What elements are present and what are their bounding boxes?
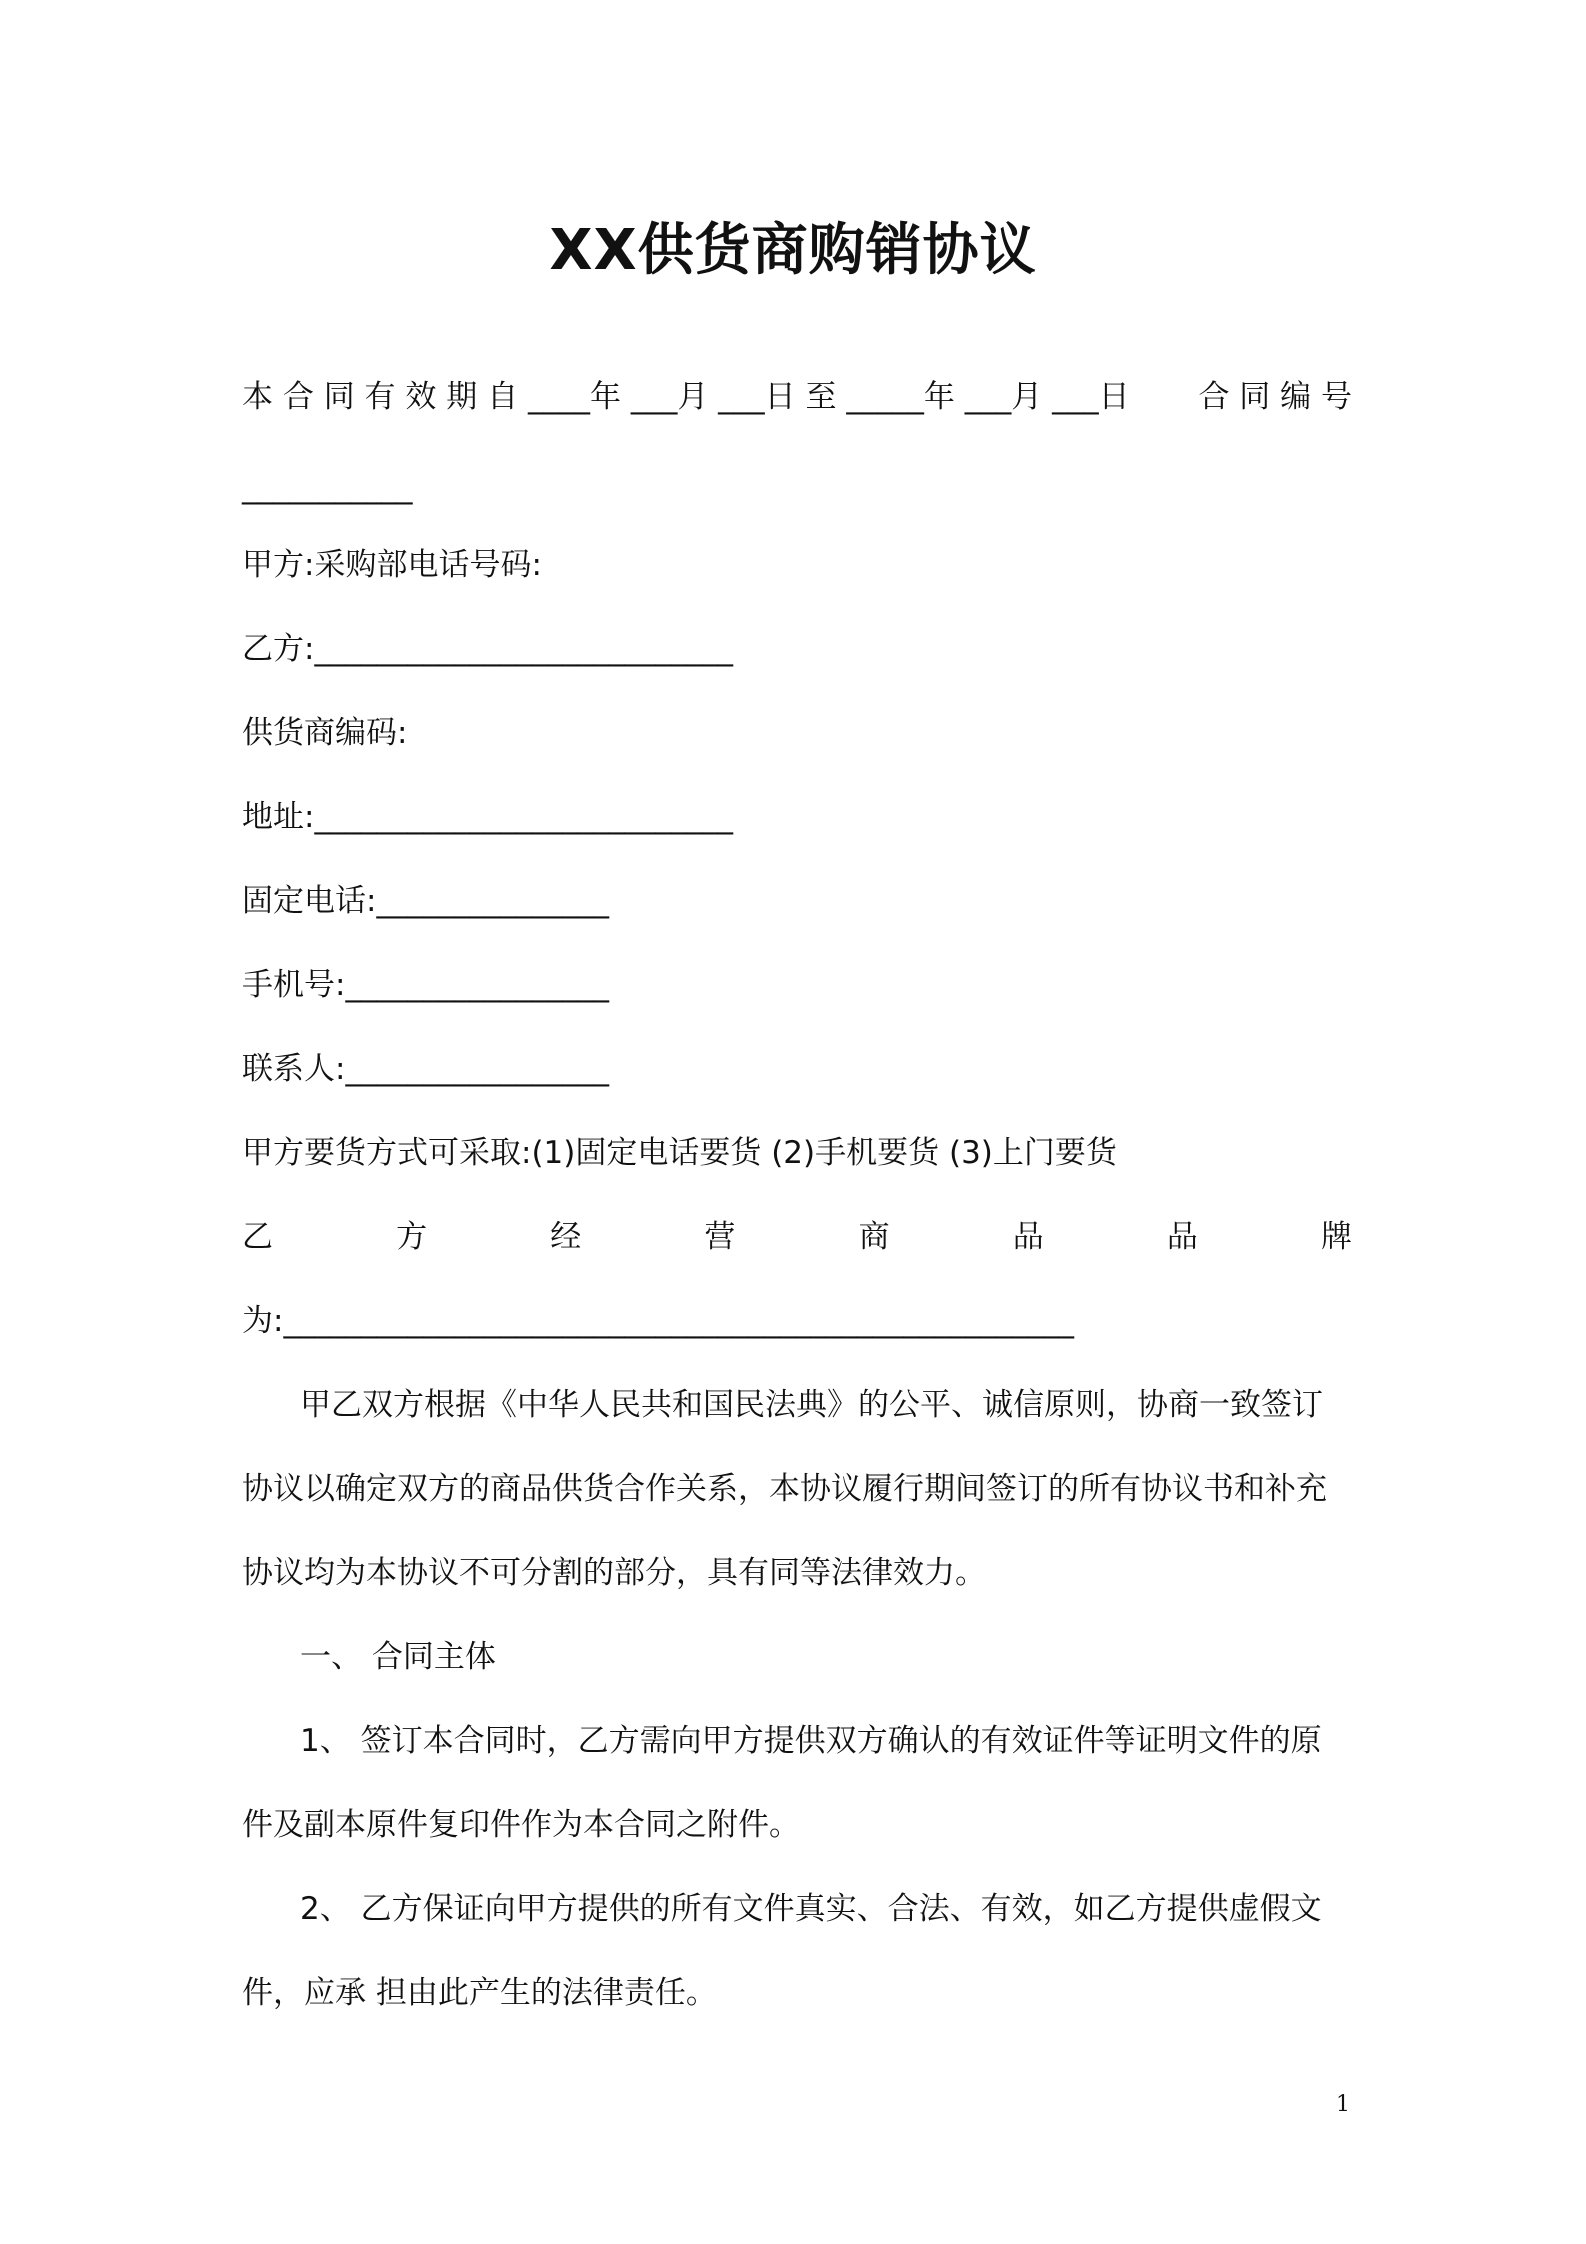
brand-char: 经 [550, 1219, 582, 1255]
brand-char: 品 [1012, 1219, 1044, 1255]
brand-char: 营 [704, 1219, 736, 1255]
contact-line: 联系人:_________________ [242, 1051, 609, 1087]
contract-number-label: 合 同 编 号 [1198, 379, 1352, 415]
party-a-line: 甲方:采购部电话号码: [242, 547, 542, 583]
supplier-code-line: 供货商编码: [242, 715, 408, 751]
item-1-line-1: 1、 签订本合同时，乙方需向甲方提供双方确认的有效证件等证明文件的原 [300, 1723, 1322, 1759]
item-2-line-2: 件，应承 担由此产生的法律责任。 [242, 1975, 717, 2011]
brand-line [242, 1215, 1352, 1259]
paragraph-1-line-3: 协议均为本协议不可分割的部分，具有同等法律效力。 [242, 1555, 986, 1591]
brand-char: 牌 [1320, 1219, 1352, 1255]
page-number: 1 [1336, 2092, 1350, 2117]
brand-blank-line: 为:___________________________________________________ [242, 1303, 1074, 1339]
document-title: XX供货商购销协议 [549, 218, 1037, 283]
validity-line [242, 375, 1352, 419]
landline-line: 固定电话:_______________ [242, 883, 609, 919]
address-line: 地址:___________________________ [242, 799, 733, 835]
section-1-heading: 一、 合同主体 [300, 1639, 496, 1675]
brand-char: 乙 [242, 1219, 273, 1255]
order-methods-line: 甲方要货方式可采取:(1)固定电话要货 (2)手机要货 (3)上门要货 [242, 1135, 1117, 1171]
item-2-line-1: 2、 乙方保证向甲方提供的所有文件真实、合法、有效，如乙方提供虚假文 [300, 1891, 1322, 1927]
paragraph-1-line-1: 甲乙双方根据《中华人民共和国民法典》的公平、诚信原则，协商一致签订 [300, 1387, 1323, 1423]
brand-char: 商 [858, 1219, 890, 1255]
contract-number-blank: ___________ [242, 469, 413, 505]
item-1-line-2: 件及副本原件复印件作为本合同之附件。 [242, 1807, 800, 1843]
paragraph-1-line-2: 协议以确定双方的商品供货合作关系，本协议履行期间签订的所有协议书和补充 [242, 1471, 1327, 1507]
mobile-line: 手机号:_________________ [242, 967, 609, 1003]
party-b-line: 乙方:___________________________ [242, 631, 733, 667]
brand-char: 方 [396, 1219, 428, 1255]
brand-char: 品 [1166, 1219, 1198, 1255]
validity-period-text: 本 合 同 有 效 期 自 ____年 ___月 ___日 至 _____年 ___月 ___日 [242, 379, 1130, 415]
